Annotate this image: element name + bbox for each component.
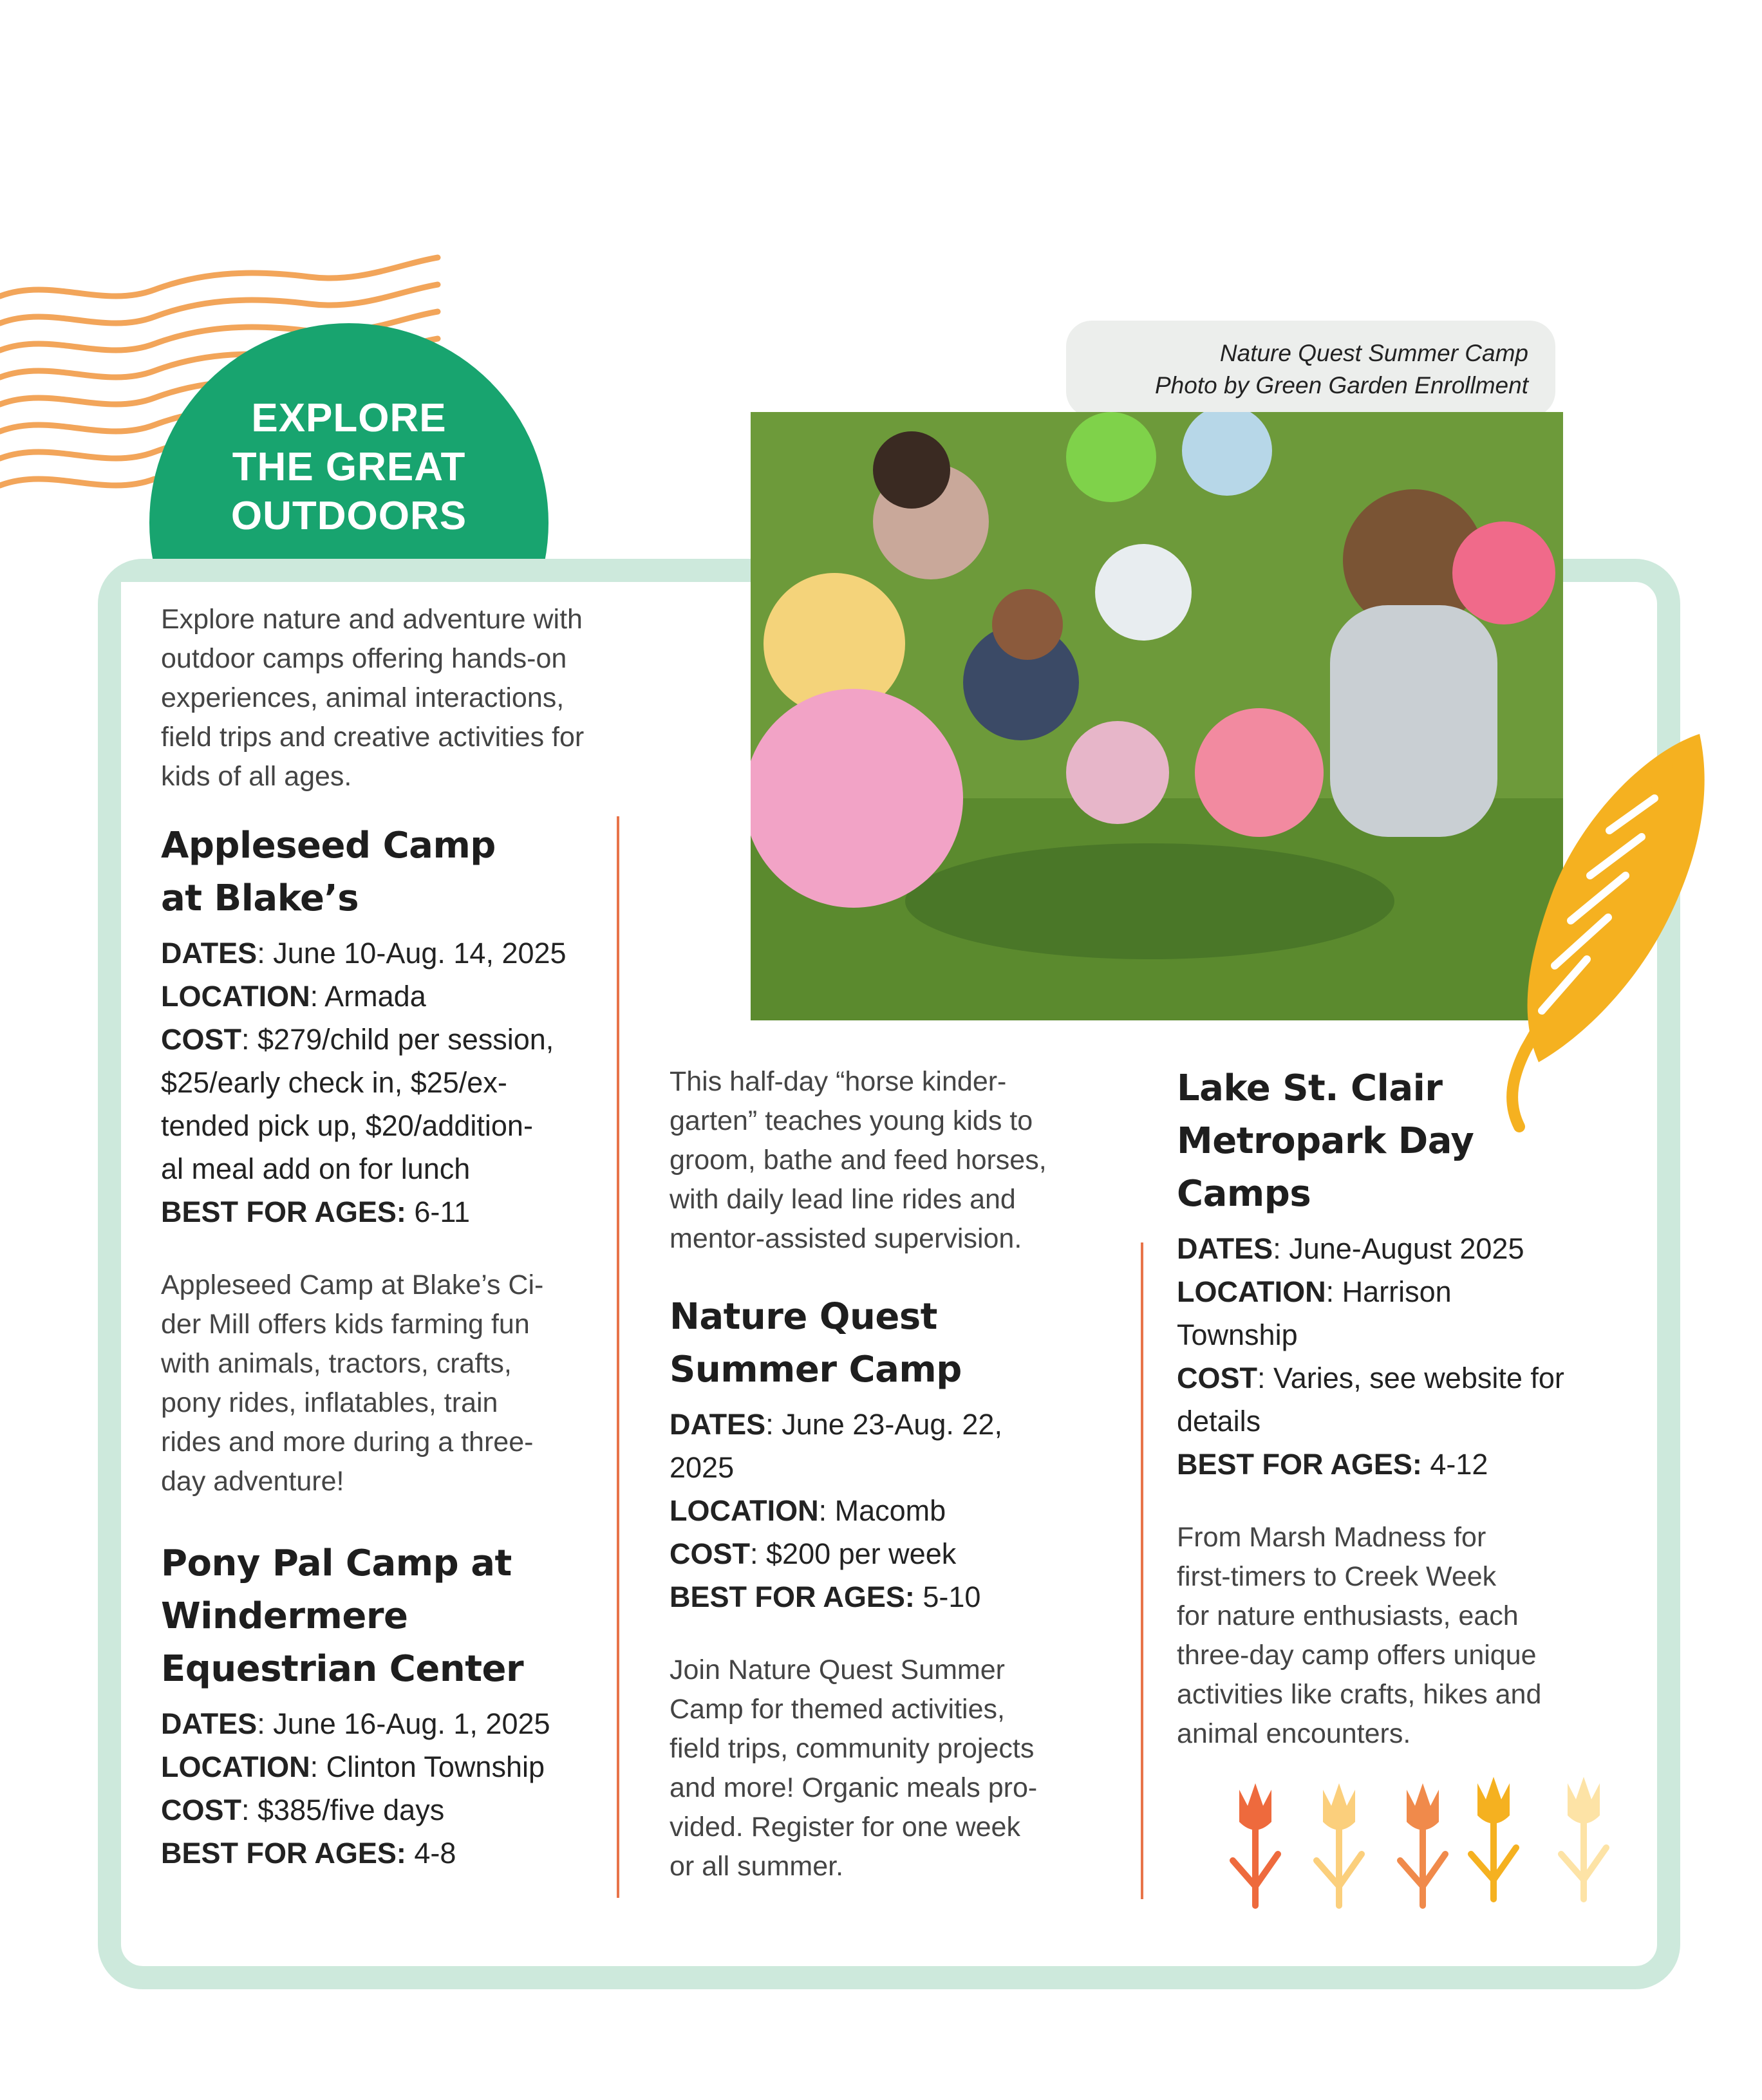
banner-line: OUTDOORS [230,494,467,538]
column-divider [617,816,619,1898]
photo-caption [1066,337,1528,402]
appleseed-details [161,932,663,1233]
banner-line: EXPLORE [251,396,447,440]
text-line: Explore nature and adventure with [161,604,583,635]
cost-value: details [1177,1405,1261,1438]
location-value: : Macomb [818,1494,946,1527]
cost-value: : $385/five days [241,1794,445,1826]
location-label: LOCATION [161,980,310,1013]
ponypal-description [670,1062,1120,1259]
text-line: and more! Organic meals pro- [670,1772,1038,1803]
ages-value: 6-11 [406,1195,471,1228]
cost-label: COST [161,1023,242,1056]
cost-value: tended pick up, $20/addition- [161,1109,533,1142]
location-label: LOCATION [161,1750,310,1783]
ages-label: BEST FOR AGES: [1177,1448,1422,1481]
text-line: Camp for themed activities, [670,1694,1005,1725]
text-line: day adventure! [161,1466,344,1497]
ages-row [161,1190,663,1233]
title-line: Pony Pal Camp at [161,1542,512,1584]
text-line: activities like crafts, hikes and [1177,1679,1542,1710]
naturequest-description [670,1651,1120,1886]
cost-row [1177,1356,1627,1400]
text-line: experiences, animal interactions, [161,682,565,713]
title-line: Metropark Day [1177,1120,1474,1162]
dates-label: DATES [1177,1232,1273,1265]
column-divider [1141,1242,1143,1899]
caption-line: Nature Quest Summer Camp [1219,340,1528,366]
text-line: groom, bathe and feed horses, [670,1145,1047,1176]
caption-line: Photo by Green Garden Enrollment [1155,372,1528,398]
location-value: : Clinton Township [310,1750,545,1783]
title-line: Windermere [161,1595,408,1637]
cost-row [161,1018,663,1061]
title-line: Nature Quest [670,1296,937,1338]
text-line: pony rides, inflatables, train [161,1387,498,1418]
lakestclair-description [1177,1518,1627,1754]
dates-value: : June 10-Aug. 14, 2025 [257,937,567,970]
title-line: Camps [1177,1173,1311,1215]
ages-label: BEST FOR AGES: [670,1580,915,1613]
text-line: with animals, tractors, crafts, [161,1348,512,1379]
dates-value: 2025 [670,1451,735,1484]
text-line: three-day camp offers unique [1177,1640,1537,1671]
naturequest-details [670,1403,1120,1618]
ponypal-title [161,1537,663,1696]
dates-value: : June-August 2025 [1273,1232,1524,1265]
cost-value: $25/early check in, $25/ex- [161,1066,507,1099]
text-line: field trips, community projects [670,1733,1035,1764]
dates-value: : June 16-Aug. 1, 2025 [257,1707,550,1740]
text-line: rides and more during a three- [161,1427,534,1458]
location-value: : Harrison [1326,1275,1452,1308]
naturequest-title [670,1291,1120,1396]
ages-value: 4-8 [406,1837,456,1870]
dates-row [1177,1227,1627,1270]
column-middle [670,1062,1120,1886]
column-left [161,600,663,1875]
banner-line: THE GREAT [232,445,466,489]
appleseed-description [161,1266,663,1501]
text-line: mentor-assisted supervision. [670,1223,1022,1254]
ponypal-details [161,1702,663,1875]
text-line: From Marsh Madness for [1177,1522,1486,1553]
text-line: animal encounters. [1177,1718,1411,1749]
text-line: with daily lead line rides and [670,1184,1016,1215]
cost-value: : Varies, see website for [1257,1362,1564,1394]
text-line: Appleseed Camp at Blake’s Ci- [161,1270,544,1300]
dates-row [670,1403,1120,1446]
location-row [161,1745,663,1788]
cost-label: COST [1177,1362,1258,1394]
location-label: LOCATION [670,1494,819,1527]
text-line: kids of all ages. [161,761,352,792]
ages-value: 5-10 [914,1580,981,1613]
title-line: Lake St. Clair [1177,1067,1443,1109]
ages-row [670,1575,1120,1618]
banner-heading [149,394,548,541]
text-line: outdoor camps offering hands-on [161,643,567,674]
cost-value: : $279/child per session, [241,1023,554,1056]
text-line: garten” teaches young kids to [670,1105,1033,1136]
text-line: This half-day “horse kinder- [670,1066,1007,1097]
cost-value: al meal add on for lunch [161,1152,471,1185]
text-line: vided. Register for one week [670,1812,1020,1842]
ages-row [1177,1443,1627,1486]
cost-label: COST [670,1537,751,1570]
location-row [1177,1270,1627,1313]
title-line: Equestrian Center [161,1648,524,1690]
location-row [161,975,663,1018]
cost-row [670,1532,1120,1575]
ages-row [161,1832,663,1875]
appleseed-title [161,820,663,925]
text-line: for nature enthusiasts, each [1177,1600,1519,1631]
dates-value: : June 23-Aug. 22, [765,1408,1002,1441]
ages-label: BEST FOR AGES: [161,1195,406,1228]
cost-row [161,1788,663,1832]
lakestclair-title [1177,1062,1627,1221]
ages-value: 4-12 [1421,1448,1488,1481]
text-line: der Mill offers kids farming fun [161,1309,530,1340]
location-row [670,1489,1120,1532]
lakestclair-details [1177,1227,1627,1486]
text-line: first-timers to Creek Week [1177,1561,1497,1592]
cost-label: COST [161,1794,242,1826]
location-value: Township [1177,1318,1298,1351]
dates-label: DATES [161,937,258,970]
text-line: field trips and creative activities for [161,722,585,753]
intro-text [161,600,663,796]
title-line: Summer Camp [670,1349,962,1391]
cost-value: : $200 per week [750,1537,957,1570]
text-line: or all summer. [670,1851,844,1882]
camp-photo-illustration [751,412,1563,1020]
title-line: at Blake’s [161,877,359,919]
ages-label: BEST FOR AGES: [161,1837,406,1870]
location-label: LOCATION [1177,1275,1326,1308]
text-line: Join Nature Quest Summer [670,1655,1005,1685]
dates-row [161,932,663,975]
dates-label: DATES [670,1408,766,1441]
dates-label: DATES [161,1707,258,1740]
title-line: Appleseed Camp [161,825,496,867]
dates-row [161,1702,663,1745]
tulips-icon [1210,1777,1622,1918]
location-value: : Armada [310,980,426,1013]
column-right [1177,1062,1627,1754]
camp-photo [751,412,1563,1020]
